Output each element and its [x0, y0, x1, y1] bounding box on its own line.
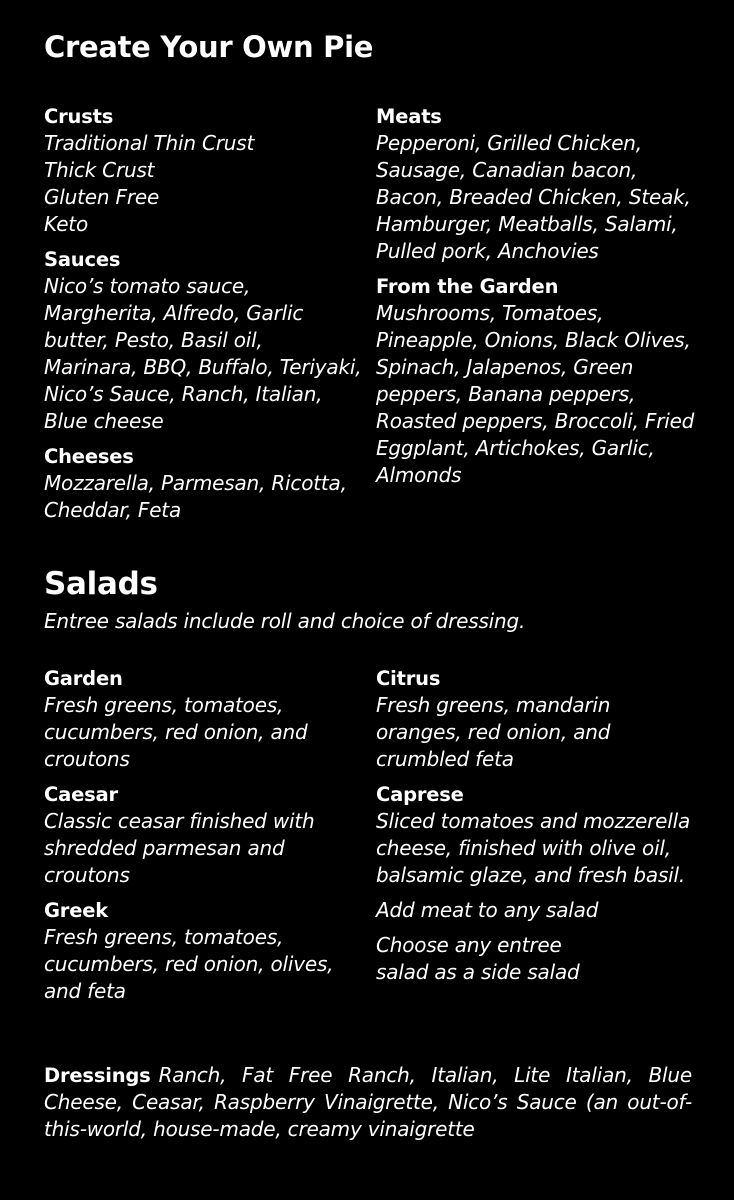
garden-salad: [44, 665, 362, 773]
salad-description: Classic ceasar finished with shredded parmesan and croutons: [44, 809, 315, 887]
salad-description: Sliced tomatoes and mozzerella cheese, finished with olive oil, balsamic glaze, and fresh basil.: [376, 809, 691, 887]
salads-title: Salads: [44, 566, 158, 602]
section-heading: From the Garden: [376, 275, 559, 298]
section-text: Mushrooms, Tomatoes, Pineapple, Onions, Black Olives, Spinach, Jalapenos, Green peppers, Banana peppers, Roasted peppers, Broccoli, Fried Eggplant, Artichokes, Garlic, Almonds: [376, 301, 695, 487]
add-meat-note: Add meat to any salad: [376, 898, 599, 922]
crusts-section: [44, 103, 362, 238]
side-salad-note: Choose any entree salad as a side salad: [376, 933, 580, 984]
section-heading: Meats: [376, 105, 442, 128]
section-heading: Sauces: [44, 248, 121, 271]
salads-left-column: [44, 665, 362, 1013]
salad-description: Fresh greens, mandarin oranges, red onion, and crumbled feta: [376, 693, 611, 771]
dressings-list: Ranch, Fat Free Ranch, Italian, Lite Italian, Blue Cheese, Ceasar, Raspberry Vinaigrette, Nico’s Sauce (an out-of-this-world, house-made, creamy vinaigrette: [44, 1063, 692, 1141]
caesar-salad: [44, 781, 362, 889]
pie-left-column: [44, 103, 362, 532]
caprese-salad: [376, 781, 696, 889]
section-text: Pepperoni, Grilled Chicken, Sausage, Canadian bacon, Bacon, Breaded Chicken, Steak, Hamburger, Meatballs, Salami, Pulled pork, Anchovies: [376, 131, 691, 263]
pie-title: Create Your Own Pie: [44, 30, 374, 64]
salads-right-column: [376, 665, 696, 994]
salad-description: Fresh greens, tomatoes, cucumbers, red onion, olives, and feta: [44, 925, 334, 1003]
dressings-label: Dressings: [44, 1064, 151, 1087]
salad-name: Caprese: [376, 783, 464, 806]
meats-section: [376, 103, 696, 265]
greek-salad: [44, 897, 362, 1005]
pie-right-column: [376, 103, 696, 497]
salad-name: Greek: [44, 899, 109, 922]
section-text: Mozzarella, Parmesan, Ricotta, Cheddar, Feta: [44, 471, 347, 522]
salad-description: Fresh greens, tomatoes, cucumbers, red onion, and croutons: [44, 693, 308, 771]
sauces-section: [44, 246, 362, 435]
salads-intro: Entree salads include roll and choice of dressing.: [44, 609, 526, 633]
dressings-block: [44, 1062, 692, 1143]
salad-name: Citrus: [376, 667, 441, 690]
cheeses-section: [44, 443, 362, 524]
salad-name: Garden: [44, 667, 123, 690]
section-text: Traditional Thin Crust Thick Crust Gluten Free Keto: [44, 131, 255, 236]
section-heading: Cheeses: [44, 445, 134, 468]
section-heading: Crusts: [44, 105, 114, 128]
garden-section: [376, 273, 696, 489]
citrus-salad: [376, 665, 696, 773]
section-text: Nico’s tomato sauce, Margherita, Alfredo, Garlic butter, Pesto, Basil oil, Marinara, BBQ, Buffalo, Teriyaki, Nico’s Sauce, Ranch, Italian, Blue cheese: [44, 274, 362, 433]
salad-name: Caesar: [44, 783, 118, 806]
